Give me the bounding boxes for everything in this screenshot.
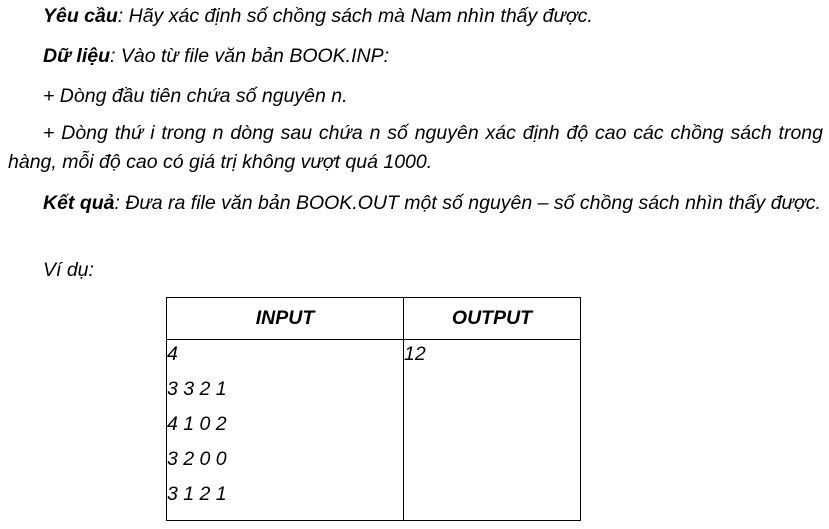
sample-table-header-row xyxy=(167,298,581,340)
output-line: 12 xyxy=(404,343,426,365)
input-line: 3 3 2 1 xyxy=(167,378,227,400)
result-text: : Đưa ra file văn bản BOOK.OUT một số nguyên – số chồng sách nhìn thấy được. xyxy=(114,192,821,214)
input-line-2: + Dòng thứ i trong n dòng sau chứa n số nguyên xác định độ cao các chồng sách trong hàng, mỗi độ cao có giá trị không vượt quá 1000. xyxy=(8,122,823,173)
sample-table-body-row xyxy=(167,340,581,521)
input-data-text: : Vào từ file văn bản BOOK.INP: xyxy=(110,45,390,67)
sample-table xyxy=(166,297,581,521)
output-column-header: OUTPUT xyxy=(404,298,581,340)
input-line: 3 1 2 1 xyxy=(167,483,227,505)
input-line: 4 xyxy=(167,343,178,365)
input-cell xyxy=(167,340,404,521)
result-paragraph xyxy=(8,189,823,218)
result-label: Kết quả xyxy=(43,192,115,214)
input-line-2-paragraph xyxy=(8,119,823,177)
output-cell xyxy=(404,340,581,521)
input-line: 4 1 0 2 xyxy=(167,413,227,435)
example-label: Ví dụ: xyxy=(43,259,94,281)
input-data-paragraph xyxy=(43,45,389,68)
input-line: 3 2 0 0 xyxy=(167,448,227,470)
input-column-header: INPUT xyxy=(167,298,404,340)
input-data-label: Dữ liệu xyxy=(43,45,111,67)
requirement-text: : Hãy xác định số chồng sách mà Nam nhìn thấy được. xyxy=(117,5,593,27)
requirement-paragraph xyxy=(43,5,593,28)
input-line-1: + Dòng đầu tiên chứa số nguyên n. xyxy=(43,85,348,107)
requirement-label: Yêu cầu xyxy=(43,5,118,27)
